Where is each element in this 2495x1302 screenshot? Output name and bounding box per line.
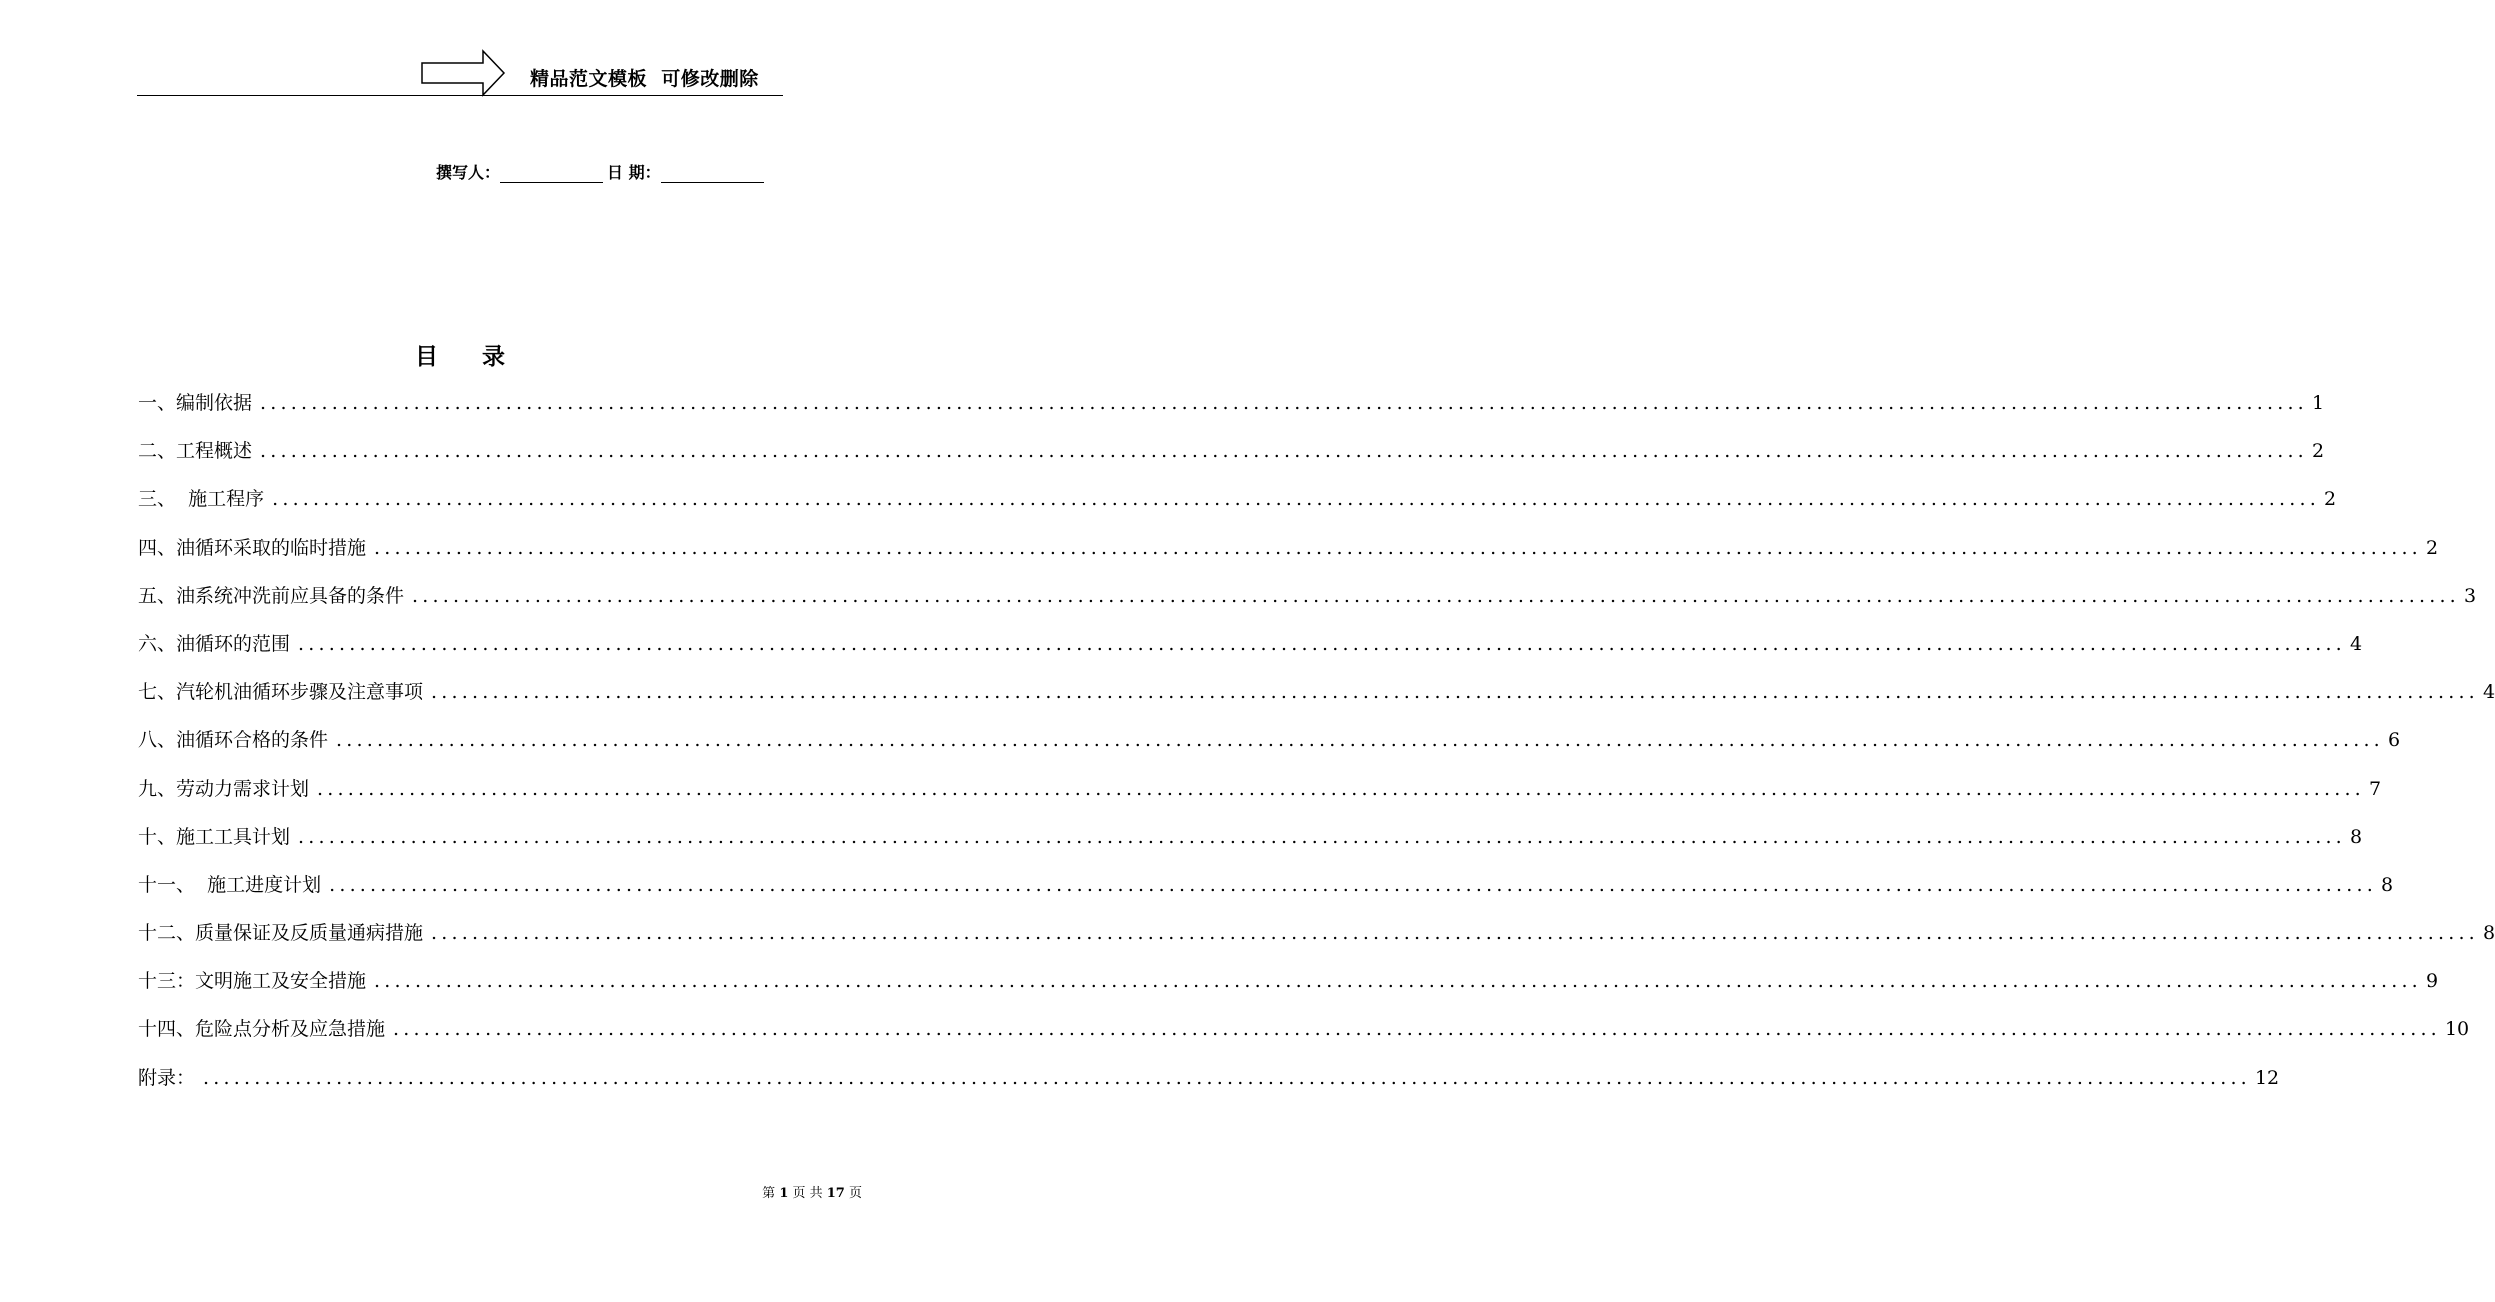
date-label: 日 期： (607, 163, 661, 182)
toc-dot-leader: ........................................................................................................................................................................................................ (203, 1066, 2251, 1089)
toc-dot-leader: ........................................................................................................................................................................................................ (260, 440, 2308, 463)
toc-dot-leader: ........................................................................................................................................................................................................ (393, 1018, 2441, 1041)
toc-entry-label: 十二、质量保证及反质量通病措施 (138, 922, 424, 945)
toc-entry-page: 12 (2254, 1066, 2280, 1089)
toc-dot-leader: ........................................................................................................................................................................................................ (431, 922, 2479, 945)
header-divider (137, 95, 783, 96)
toc-entry[interactable] (138, 918, 2495, 966)
toc-entry-label: 十一、 施工进度计划 (138, 873, 322, 896)
toc-dot-leader: ........................................................................................................................................................................................................ (329, 873, 2378, 896)
toc-entry-page: 1 (2311, 392, 2325, 414)
toc-entry[interactable] (138, 388, 2325, 436)
arrow-icon (421, 50, 505, 96)
footer-suffix: 页 (844, 1186, 862, 1201)
toc-dot-leader: ........................................................................................................................................................................................................ (260, 392, 2308, 414)
toc-entry-page: 10 (2444, 1018, 2470, 1041)
toc-dot-leader: ........................................................................................................................................................................................................ (431, 681, 2479, 704)
toc-dot-leader: ........................................................................................................................................................................................................ (272, 488, 2321, 511)
toc-entry-page: 2 (2311, 440, 2325, 463)
table-of-contents (138, 388, 2495, 1111)
date-blank (661, 163, 764, 183)
toc-entry-label: 十四、危险点分析及应急措施 (138, 1018, 386, 1041)
toc-entry[interactable] (138, 581, 2477, 629)
toc-dot-leader: ........................................................................................................................................................................................................ (298, 825, 2346, 848)
toc-dot-leader: ........................................................................................................................................................................................................ (317, 777, 2365, 800)
toc-entry-label: 五、油系统冲洗前应具备的条件 (138, 584, 405, 607)
footer-middle: 页 共 (788, 1186, 827, 1201)
toc-entry-page: 8 (2381, 873, 2394, 896)
toc-entry[interactable] (138, 822, 2363, 870)
toc-dot-leader: ........................................................................................................................................................................................................ (336, 729, 2384, 752)
toc-entry[interactable] (138, 677, 2495, 725)
toc-entry-page: 8 (2482, 922, 2495, 945)
toc-title: 目录 (415, 344, 549, 370)
toc-entry-page: 2 (2425, 536, 2439, 559)
toc-entry[interactable] (138, 1014, 2470, 1062)
page-footer (762, 1182, 862, 1201)
toc-entry[interactable] (138, 774, 2382, 822)
toc-entry-label: 十三：文明施工及安全措施 (138, 970, 367, 993)
toc-entry-label: 附录： (138, 1066, 196, 1089)
toc-entry-label: 六、油循环的范围 (138, 632, 291, 655)
toc-entry-label: 三、 施工程序 (138, 488, 265, 511)
author-blank (500, 163, 603, 183)
toc-entry[interactable] (138, 725, 2401, 773)
toc-entry-label: 四、油循环采取的临时措施 (138, 536, 367, 559)
header-title: 精品范文模板 可修改删除 (530, 68, 759, 90)
toc-entry-page: 9 (2425, 970, 2439, 993)
toc-entry-label: 二、工程概述 (138, 440, 253, 463)
toc-entry[interactable] (138, 1063, 2280, 1111)
toc-dot-leader: ........................................................................................................................................................................................................ (298, 632, 2346, 655)
footer-prefix: 第 (762, 1186, 780, 1201)
author-date-line (436, 160, 764, 183)
toc-dot-leader: ........................................................................................................................................................................................................ (412, 584, 2460, 607)
footer-current-page: 1 (779, 1186, 789, 1201)
toc-entry[interactable] (138, 533, 2439, 581)
toc-entry-page: 8 (2349, 825, 2363, 848)
toc-entry[interactable] (138, 966, 2439, 1014)
toc-entry-page: 6 (2387, 729, 2401, 752)
toc-entry-page: 2 (2324, 488, 2337, 511)
toc-entry-page: 4 (2349, 632, 2363, 655)
toc-entry[interactable] (138, 484, 2337, 532)
toc-entry[interactable] (138, 436, 2325, 484)
toc-entry-label: 九、劳动力需求计划 (138, 777, 310, 800)
toc-dot-leader: ........................................................................................................................................................................................................ (374, 970, 2422, 993)
toc-entry-label: 七、汽轮机油循环步骤及注意事项 (138, 681, 424, 704)
toc-entry-page: 7 (2368, 777, 2382, 800)
toc-entry-page: 3 (2463, 584, 2477, 607)
toc-entry[interactable] (138, 870, 2394, 918)
toc-dot-leader: ........................................................................................................................................................................................................ (374, 536, 2422, 559)
toc-entry-label: 八、油循环合格的条件 (138, 729, 329, 752)
footer-total-pages: 17 (826, 1186, 845, 1201)
toc-entry-label: 一、编制依据 (138, 392, 253, 414)
toc-entry-page: 4 (2482, 681, 2495, 704)
toc-entry-label: 十、施工工具计划 (138, 825, 291, 848)
author-label: 撰写人： (436, 163, 501, 182)
toc-entry[interactable] (138, 629, 2363, 677)
